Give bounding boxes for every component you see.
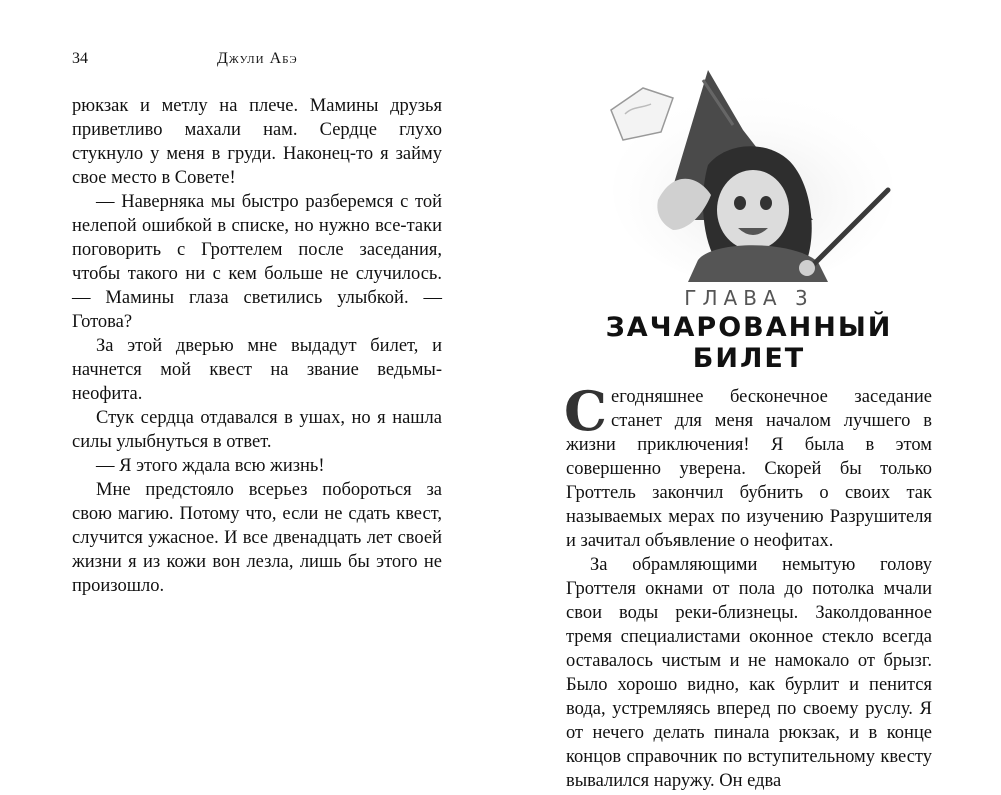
chapter-label: ГЛАВА 3 [684, 286, 814, 310]
witch-girl-illustration [603, 70, 893, 282]
paragraph: Мне предстояло всерьез побороться за свою магию. Потому что, если не сдать квест, случится ужасное. И все двенадцать лет своей жизни я из кожи вон лезла, лишь бы этого не произошло. [72, 480, 442, 596]
paragraph: Стук сердца отдавался в ушах, но я нашла силы улыбнуться в ответ. [72, 408, 442, 452]
paragraph: — Я этого ждала всю жизнь! [96, 456, 325, 476]
page-number: 34 [72, 50, 88, 67]
running-head [72, 50, 442, 72]
left-page-text [72, 94, 442, 598]
paragraph: За обрамляющими немытую голову Гроттеля окнами от пола до потолка мчали свои воды реки-близнецы. Заколдованное тремя специалистами оконное стекло всегда оставалось чистым и не намокало от брызг. Было хорошо видно, как бурлит и пенится вода, устремляясь вперед по своему руслу. Я от нечего делать пинала рюкзак, и в конце концов справочник по вступительному квесту вывалился наружу. Он едва [566, 555, 932, 791]
first-paragraph [564, 379, 932, 553]
chapter-title: ЗАЧАРОВАННЫЙ БИЛЕТ [605, 312, 893, 374]
first-paragraph-text: егодняшнее бесконечное заседание станет для меня началом лучшего в жизни приключения! Я была в этом совершенно уверена. Скорей бы только Гроттель закончил бубнить о своих так называемых мерах по изучению Разрушителя и зачитал объявление о неофитах. [566, 387, 932, 551]
running-head-author: Джули Абэ [217, 50, 298, 67]
paragraph: — Наверняка мы быстро разберемся с той нелепой ошибкой в списке, но нужно все-таки поговорить с Гроттелем после заседания, чтобы такого ни с кем больше не случилось. — Мамины глаза светились улыбкой. — Готова? [72, 192, 442, 332]
right-page-text [564, 379, 932, 793]
paragraph: рюкзак и метлу на плече. Мамины друзья приветливо махали нам. Сердце глухо стукнуло у меня в груди. Наконец-то я займу свое место в Совете! [72, 96, 442, 188]
drop-cap: С [564, 379, 607, 443]
paragraph: За этой дверью мне выдадут билет, и начнется мой квест на звание ведьмы-неофита. [72, 336, 442, 404]
